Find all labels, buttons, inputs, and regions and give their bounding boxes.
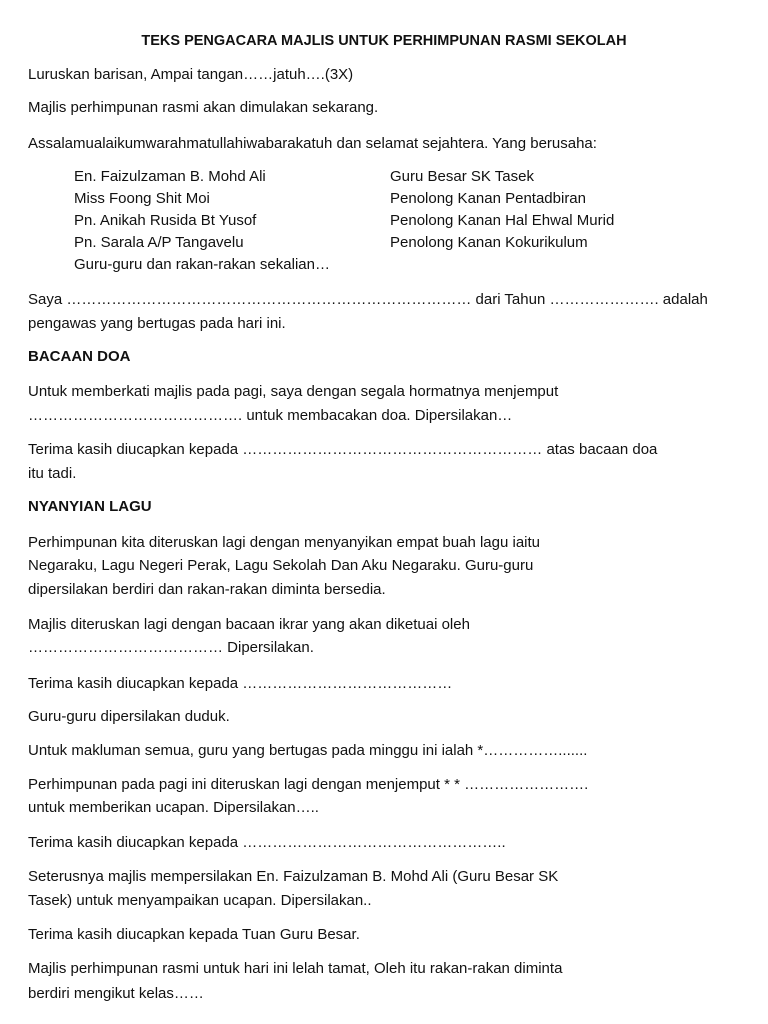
official-role: Guru Besar SK Tasek bbox=[390, 168, 534, 185]
paragraph-line: Terima kasih diucapkan kepada …………………………………… bbox=[28, 675, 453, 692]
official-role: Penolong Kanan Pentadbiran bbox=[390, 190, 586, 207]
paragraph-line: dipersilakan berdiri dan rakan-rakan diminta bersedia. bbox=[28, 581, 386, 598]
paragraph-line: Perhimpunan kita diteruskan lagi dengan menyanyikan empat buah lagu iaitu bbox=[28, 534, 540, 551]
officials-closing: Guru-guru dan rakan-rakan sekalian… bbox=[74, 256, 330, 273]
paragraph-line: itu tadi. bbox=[28, 465, 77, 482]
paragraph-line: Perhimpunan pada pagi ini diteruskan lagi dengan menjemput * * ……………………. bbox=[28, 776, 589, 793]
paragraph-line: Tasek) untuk menyampaikan ucapan. Dipersilakan.. bbox=[28, 892, 372, 909]
official-name: Pn. Anikah Rusida Bt Yusof bbox=[74, 212, 257, 229]
paragraph-line: ……………………………………. untuk membacakan doa. Dipersilakan… bbox=[28, 407, 513, 424]
paragraph-line: Terima kasih diucapkan kepada …………………………………………….. bbox=[28, 834, 506, 851]
official-name: Miss Foong Shit Moi bbox=[74, 190, 210, 207]
paragraph-line: Majlis perhimpunan rasmi untuk hari ini lelah tamat, Oleh itu rakan-rakan diminta bbox=[28, 960, 563, 977]
paragraph-line: ………………………………… Dipersilakan. bbox=[28, 639, 314, 656]
paragraph-line: untuk memberikan ucapan. Dipersilakan….. bbox=[28, 799, 319, 816]
paragraph-line: Luruskan barisan, Ampai tangan……jatuh….(3X) bbox=[28, 66, 354, 83]
paragraph-line: Untuk makluman semua, guru yang bertugas pada minggu ini ialah *……………....... bbox=[28, 742, 588, 759]
official-role: Penolong Kanan Kokurikulum bbox=[390, 234, 588, 251]
official-name: Pn. Sarala A/P Tangavelu bbox=[74, 234, 244, 251]
paragraph-line: pengawas yang bertugas pada hari ini. bbox=[28, 315, 286, 332]
section-heading-doa: BACAAN DOA bbox=[28, 348, 131, 365]
paragraph-line: Seterusnya majlis mempersilakan En. Faizulzaman B. Mohd Ali (Guru Besar SK bbox=[28, 868, 559, 885]
paragraph-line: Untuk memberkati majlis pada pagi, saya dengan segala hormatnya menjemput bbox=[28, 383, 559, 400]
paragraph-line: Guru-guru dipersilakan duduk. bbox=[28, 708, 230, 725]
paragraph-line: Majlis perhimpunan rasmi akan dimulakan sekarang. bbox=[28, 99, 379, 116]
official-role: Penolong Kanan Hal Ehwal Murid bbox=[390, 212, 615, 229]
paragraph-line: Assalamualaikumwarahmatullahiwabarakatuh dan selamat sejahtera. Yang berusaha: bbox=[28, 135, 597, 152]
paragraph-line: berdiri mengikut kelas…… bbox=[28, 985, 204, 1002]
paragraph-line: Saya ……………………………………………………………………… dari Tahun …………………. adalah bbox=[28, 291, 708, 308]
paragraph-line: Terima kasih diucapkan kepada …………………………………………………… atas bacaan doa bbox=[28, 441, 658, 458]
paragraph-line: Negaraku, Lagu Negeri Perak, Lagu Sekolah Dan Aku Negaraku. Guru-guru bbox=[28, 557, 534, 574]
paragraph-line: Terima kasih diucapkan kepada Tuan Guru Besar. bbox=[28, 926, 360, 943]
paragraph-line: Majlis diteruskan lagi dengan bacaan ikrar yang akan diketuai oleh bbox=[28, 616, 470, 633]
official-name: En. Faizulzaman B. Mohd Ali bbox=[74, 168, 266, 185]
document-title: TEKS PENGACARA MAJLIS UNTUK PERHIMPUNAN RASMI SEKOLAH bbox=[141, 33, 627, 49]
section-heading-lagu: NYANYIAN LAGU bbox=[28, 498, 152, 515]
